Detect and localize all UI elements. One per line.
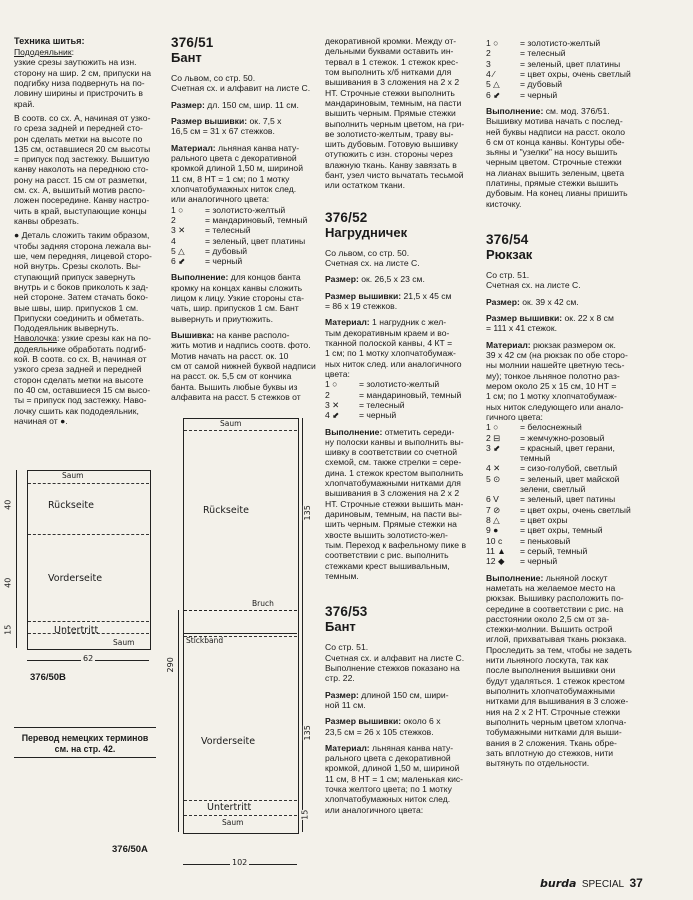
text-line: додеяльнике обработать подгиб- (14, 343, 147, 354)
legend-value: = золотисто-желтый (520, 38, 601, 48)
text-line: мером около 25 x 15 см, 10 НТ = (486, 380, 617, 391)
legend-value: = дубовый (520, 79, 563, 90)
text-line: 11 см, 8 НТ = 1 см; по 1 мотку (171, 173, 290, 184)
text-line: вышить черным. Прямые стежки (325, 108, 456, 119)
legend-value: = жемчужно-розовый (520, 432, 605, 443)
text-line: наметать на желаемое место на (486, 582, 616, 593)
legend-value: = черный (359, 410, 397, 421)
dim-40-mid: 40 (3, 577, 13, 588)
text-line: ступающий припуск завернуть (14, 271, 136, 282)
text-line: го среза задней и передней сто- (14, 123, 143, 134)
text-line: : узкие срезы как на по- (56, 333, 151, 344)
text-line: Со львом, со стр. 50. (171, 73, 256, 84)
text-line: дельными буквами оставить ин- (325, 46, 454, 57)
dim-15: 15 (3, 624, 13, 635)
column-3 (325, 36, 475, 815)
model-376-53-embroidery-size: Размер вышивки: около 6 x 23,5 см = 26 x 105 стежков. (325, 716, 441, 737)
text-line: схемой, см. также стрелки = сере- (325, 457, 462, 468)
text-line: ния на 2 x 2 НТ. Строчные стежки (486, 706, 621, 717)
legend-key: 6 V (486, 494, 499, 505)
text-line: ловину ширины и пристрочить в (14, 88, 143, 99)
legend-key: 10 c (486, 535, 503, 546)
text-line: будут удаляться. 1 стежок крестом (486, 675, 625, 686)
model-376-52-material: Материал: 1 нагрудник с жел- тым декоративным краем и во- тканной полоской канвы, 4 КТ = 1 см; по 1 мотку хлопчатобумаж- ных ниток след. или аналогичного цвета: (325, 317, 462, 379)
text-line: шивку в соответствии со счетной (325, 447, 458, 458)
text-line: см от самой нижней буквой надписи (171, 360, 316, 371)
text-line: вышивания в 3 сложения на 2 x 2 (325, 77, 460, 88)
text-line: темным. (325, 570, 359, 581)
model-376-51-execution: Выполнение: для концов банта кромку на концах канвы сложить лицом к лицу. Узкие стороны ста- чать, шир. припусков 1 см. Бант вывернуть и приутюжить. (171, 272, 305, 324)
text-line: канву наколоть на переднюю сто- (14, 164, 149, 175)
legend-key: 6 ⬋ (486, 89, 501, 100)
legend-key: 2 (486, 48, 491, 59)
text-line: Выполнение стежков показано на (325, 662, 460, 673)
model-376-52-color-legend (325, 379, 475, 420)
text-line: рон сделать метки на высоте по (14, 133, 143, 144)
model-376-54-execution: Выполнение: льняной лоскут наметать на желаемое место на рюкзак. Вышивку расположить по- середине в соответствии с рис. на расстоянии около 2,5 см от за- стежки-молнии. Вышить острой иглой, прихватывая ткань рюкзака. Проследить за тем, чтобы не задеть нити льняного лоскута, так как после выполнения вышивки они будут удаляться. 1 стежок крестом выполнить хлопчатобумажными нитками для вышивания в 3 сложе- ния на 2 x 2 НТ. Строчные стежки выполнить черным цветом хлопча- тобумажными нитками для выши- вания в 2 сложения. Ткань обре- зать вплотную до стежков, нити вытянуть по отдельности. (486, 572, 632, 769)
legend-value: = пеньковый (520, 535, 571, 546)
text-line: 6 см от конца канвы. Контуры обе- (486, 136, 625, 147)
text-line: ше, чем передняя, лицевой сторо- (14, 250, 152, 261)
text-line: 1 см; по 1 мотку хлопчатобумаж- (486, 391, 617, 402)
technique-title: Техника шитья: (14, 36, 85, 46)
text-line: или остатком ткани. (325, 180, 405, 191)
legend-key: 1 ○ (171, 204, 184, 215)
text-line: Проследить за тем, чтобы не задеть (486, 644, 632, 655)
text-line: 1 нагрудник с жел- (369, 317, 447, 328)
legend-value: = мандариновый, темный (205, 214, 308, 225)
page-number: 37 (629, 876, 643, 890)
text-line: рального цвета с декоративной (171, 153, 297, 164)
text-line: выполнить черным цветом хлопча- (486, 716, 627, 727)
legend-key: 3 ✕ (325, 399, 340, 410)
text-line: ных ниток следующего или анало- (486, 401, 624, 412)
text-line: 1 см; по 1 мотку хлопчатобумаж- (325, 348, 456, 359)
legend-value: = красный, цвет герани, (520, 442, 615, 453)
text-line: отметить середи- (382, 426, 455, 437)
diagram-a-untertritt: Untertritt (207, 802, 252, 813)
diagram-b-caption: 376/50B (30, 672, 66, 683)
model-376-54-intro (486, 270, 636, 291)
legend-key: 1 ○ (486, 38, 499, 48)
legend-value: = мандариновый, темный (359, 389, 462, 400)
legend-key: 2 (325, 389, 330, 400)
text-line: длиной 150 см, шири- (358, 689, 449, 700)
legend-value: = телесный (520, 48, 566, 59)
legend-value: = золотисто-желтый (205, 204, 286, 215)
text-line: рального цвета с декоративной (325, 753, 451, 764)
model-376-52-embroidery-size: Размер вышивки: 21,5 x 45 см = 86 x 19 стежков. (325, 290, 452, 312)
legend-value: = зеленый, цвет патины (520, 494, 616, 505)
text-line: тым декоративным краем и во- (325, 327, 450, 338)
model-376-52-size: Размер: ок. 26,5 x 23 см. (325, 274, 425, 285)
text-line: том выполнить х/б нитками для (325, 66, 452, 77)
diagram-b-saum-top: Saum (62, 471, 84, 480)
text-line: ну полоски канвы и выполнить вы- (325, 436, 464, 447)
text-line: Вышивку мотива начать с послед- (486, 116, 623, 127)
duvet-text (14, 57, 164, 109)
text-line: середине в соответствии с рис. на (486, 603, 624, 614)
dim-40-top: 40 (3, 499, 13, 510)
text-line: внутрь и с боков приколоть к зад- (14, 281, 149, 292)
text-line: хвосте вышить золотисто-жел- (325, 529, 448, 540)
text-line: 16,5 см = 31 x 67 стежков. (171, 126, 275, 137)
text-line: или аналогичного цвета: (325, 804, 424, 815)
text-line: 39 x 42 см (на рюкзак по обе сторо- (486, 350, 628, 361)
text-line: см. сх. А, вышитый мотив распо- (14, 185, 145, 196)
legend-value: = телесный (205, 225, 251, 236)
text-line: Припуски соединить и обметать. (14, 312, 145, 323)
diagram-a-vorderseite: Vorderseite (201, 736, 256, 747)
legend-key: 9 ● (486, 525, 499, 536)
text-line: Мотив начать на расст. ок. 10 (171, 350, 289, 361)
translation-note (14, 733, 156, 754)
model-376-54-material: Материал: рюкзак размером ок. 39 x 42 см (на рюкзак по обе сторо- ны молнии нашейте цветную тесь- му); тонкое льняное полотно раз- мером около 25 x 15 см, 10 НТ = 1 см; по 1 мотку хлопчатобумаж- ных ниток следующего или анало- гичного цвета: (486, 339, 628, 422)
text-line: Со стр. 51. (325, 642, 369, 653)
model-376-54-size: Размер: ок. 39 x 42 см. (486, 296, 579, 307)
legend-value: = белоснежный (520, 422, 582, 433)
text-line: му); тонкое льняное полотно раз- (486, 370, 620, 381)
text-line: рюкзак. Вышивку расположить по- (486, 593, 624, 604)
dim-102: 102 (232, 858, 248, 867)
text-line: ок. 22 x 8 см (562, 313, 614, 324)
text-line: стежками крест вышивальным, (325, 560, 450, 571)
text-line: тервал в 1 стежок. 1 стежок крес- (325, 56, 459, 67)
model-376-53-execution: Выполнение: см. мод. 376/51. Вышивку мотива начать с послед- ней буквы надписи на расст. около 6 см от конца канвы. Контуры обе- зьяны и "узелки" на носу вышить черным цветом. Строчные стежки на лианах вышить зеленым, цвета платины, прямые стежки вышить дубовым. На конец лианы пришить кисточку. (486, 105, 628, 209)
dim-135-bottom: 135 (302, 725, 312, 741)
model-376-53-name: Бант (325, 619, 356, 635)
text-line: дубовым. На конец лианы пришить (486, 188, 628, 199)
legend-key: 3 ✕ (171, 225, 186, 236)
text-line: см. мод. 376/51. (543, 105, 610, 116)
model-376-52-number: 376/52 (325, 209, 368, 225)
text-line: = 86 x 19 стежков. (325, 301, 398, 312)
text-line: зьяны и "узелки" на носу вышить (486, 147, 618, 158)
text-line: банта. Вышить любые буквы из (171, 381, 298, 392)
column-1 (14, 36, 164, 426)
text-line: = 111 x 41 стежок. (486, 323, 557, 334)
text-line: расстоянии около 2,5 см от за- (486, 613, 610, 624)
text-line: шить дубовым. Готовую вышивку (325, 139, 458, 150)
text-line: алфавита на расст. 5 стежков от (171, 391, 301, 402)
text-line: Со стр. 51. (486, 270, 530, 281)
legend-key: 6 ⬋ (171, 256, 186, 267)
text-line: Счетная сх. на листе С. (325, 258, 420, 269)
model-376-54-color-legend (486, 422, 636, 566)
text-line: точка желтого цвета; по 1 мотку (325, 784, 452, 795)
legend-value: = золотисто-желтый (359, 379, 440, 390)
text-line: Пододеяльник вывернуть. (14, 323, 119, 334)
text-line: или аналогичного цвета: (171, 194, 270, 205)
model-376-52-intro (325, 248, 475, 269)
legend-value: = серый, темный (520, 545, 588, 556)
diagram-b-saum-bottom: Saum (113, 638, 135, 647)
text-line: лочку сшить как пододеяльник, (14, 405, 139, 416)
legend-value: = черный (520, 89, 558, 100)
text-line: мандариновым, темным, на пасти (325, 97, 462, 108)
text-line: выполнить черным цветом, на гри- (325, 118, 465, 129)
legend-value: = зеленый, цвет платины (205, 235, 306, 246)
text-line: по 40 см, оставшиеся 15 см высо- (14, 385, 151, 396)
legend-key: 3 ⬋ (486, 442, 501, 453)
legend-value: = цвет охры (520, 515, 568, 526)
diagram-a-ruckseite: Rückseite (203, 505, 249, 516)
text-line: чать, шир. припусков 1 см. Бант (171, 303, 299, 314)
diagram-b-untertritt: Untertritt (54, 625, 99, 636)
legend-value: = цвет охры, очень светлый (520, 68, 631, 79)
text-line: сторону на шир. 2 см, припуски на (14, 67, 152, 78)
diagram-a-outline (183, 418, 299, 834)
text-line: около 6 x (401, 716, 441, 727)
text-line: хлопчатобумажными нитками для (325, 478, 461, 489)
model-376-51-embroidery: Вышивка: на канве располо- жить мотив и надпись соотв. фото. Мотив начать на расст. ок. 10 см от самой нижней буквой надписи на расст. ок. 5,5 см от кончика банта. Вышить любые буквы из алфавита на расст. 5 стежков от (171, 330, 316, 402)
text-line: черным цветом. Строчные стежки (486, 157, 622, 168)
diagram-a-saum-top: Saum (220, 419, 242, 428)
text-line: тканной полоской канвы, 4 КТ = (325, 338, 453, 349)
model-376-53-size: Размер: длиной 150 см, шири- ной 11 см. (325, 689, 449, 710)
legend-key: 8 △ (486, 515, 500, 526)
diagram-b-ruckseite: Rückseite (48, 500, 94, 511)
text-line: для концов банта (228, 272, 301, 283)
text-line: 135 см, оставшиеся 20 см высоты (14, 143, 151, 154)
text-line: ве золотисто-желтым, траву вы- (325, 128, 454, 139)
model-376-53-color-legend (486, 38, 636, 100)
text-line: выполнить хлопчатобумажными (486, 686, 615, 697)
text-line: соответствии с рис. выполнить (325, 550, 449, 561)
text-line: зать вплотную до стежков, нити (486, 747, 614, 758)
legend-key (486, 453, 520, 463)
text-line: НТ. Строчные стежки выполнить (325, 87, 455, 98)
text-line: ных ниток след. или аналогичного (325, 358, 462, 369)
model-376-52-name: Нагрудничек (325, 224, 408, 240)
legend-key: 5 ⊙ (486, 473, 501, 484)
dim-15-a: 15 (300, 809, 310, 820)
model-376-51-number: 376/51 (171, 35, 214, 50)
legend-key: 4 ⁄ (486, 68, 495, 79)
model-376-53-material: Материал: льняная канва нату- рального цвета с декоративной кромкой, длиной 1,50 м, шириной 11 см, 8 НТ = 1 см; маленькая кис- точка желтого цвета; по 1 мотку хлопчатобумажных ниток след. или аналогичного цвета: (325, 742, 464, 815)
text-line: ны молнии нашейте цветную тесь- (486, 360, 625, 371)
duvet-label: Пододеяльник: (14, 47, 75, 58)
model-376-51-intro (171, 73, 319, 94)
legend-value: = сизо-голубой, светлый (520, 463, 618, 474)
legend-key: 12 ◆ (486, 556, 505, 567)
text-line: узкие срезы заутюжить на изн. (14, 57, 137, 68)
text-line: В соотв. со сх. А, начиная от узко- (14, 112, 151, 123)
diagram-a-saum-bottom: Saum (222, 818, 244, 827)
text-line: см. на стр. 42. (54, 743, 116, 754)
text-line: стежки-молнии. Вышить острой (486, 624, 613, 635)
model-376-53-intro (325, 642, 475, 683)
diagram-b-vorderseite: Vorderseite (48, 573, 103, 584)
text-line: на лианах вышить зеленым, цвета (486, 167, 625, 178)
text-line: ты = припуск под застежку. Наво- (14, 395, 147, 406)
dim-290: 290 (165, 657, 175, 673)
text-line: ной 11 см. (325, 699, 366, 710)
legend-key (486, 484, 520, 494)
text-line: вые швы, шир. припусков 1 см. (14, 302, 139, 313)
text-line: дариновым, темным, на пасти вы- (325, 509, 462, 520)
text-line: влажную ткань. Канву завязать в (325, 159, 457, 170)
text-line: на расст. ок. 5,5 см от кончика (171, 371, 292, 382)
brand-logo: burda (540, 877, 577, 890)
legend-key: 5 △ (171, 245, 185, 256)
text-line: узкого среза задней и передней (14, 364, 142, 375)
text-line: рону на расст. 15 см от разметки, (14, 174, 147, 185)
legend-value: = дубовый (205, 245, 248, 256)
text-line: рюкзак размером ок. (530, 339, 616, 350)
diagram-a-bruch: Bruch (252, 599, 274, 608)
dim-135-top: 135 (302, 505, 312, 521)
model-376-54-name: Рюкзак (486, 246, 533, 262)
text-line: отутюжить с изн. стороны через (325, 149, 453, 160)
text-line: начиная от ●. (14, 415, 68, 426)
text-line: чить в край, выступающие концы (14, 205, 147, 216)
legend-value: = черный (520, 556, 558, 567)
text-line: льняная канва нату- (215, 142, 300, 153)
legend-value: = цвет охры, очень светлый (520, 504, 631, 515)
dim-62: 62 (83, 654, 94, 663)
text-line: кой. В соотв. со сх. В, начиная от (14, 354, 147, 365)
text-line: льняной лоскут (543, 572, 608, 583)
text-line: край. (14, 98, 35, 109)
text-line: ложен посередине. Канву настро- (14, 195, 150, 206)
text-line: вывернуть и приутюжить. (171, 313, 273, 324)
text-line: хлопчатобумажных ниток след. (171, 183, 297, 194)
text-line: кромкой, длиной 1,50 м, шириной (325, 763, 460, 774)
text-line: декоративной кромки. Между от- (325, 36, 457, 46)
text-line: жить мотив и надпись соотв. фото. (171, 340, 311, 351)
text-line: ок. 7,5 x (247, 116, 282, 127)
text-line: сторон сделать метки на высоте (14, 374, 144, 385)
text-line: Со львом, со стр. 50. (325, 247, 410, 258)
text-line: стр. 22. (325, 673, 355, 684)
legend-key: 1 ○ (486, 422, 499, 433)
duvet-assembly-text (14, 230, 164, 333)
model-376-51-color-legend (171, 205, 319, 267)
column-2 (171, 36, 319, 408)
pillowcase-text: Наволочка: узкие срезы как на по- додеяльнике обработать подгиб- кой. В соотв. со сх. В, начиная от узкого среза задней и передней сторон сделать метки на высоте по 40 см, оставшиеся 15 см высо- ты = припуск под застежку. Наво- лочку сшить как пододеяльник, начиная от ●. (14, 333, 151, 426)
text-line: Счетная сх. на листе С. (486, 280, 581, 291)
text-line: ней стороне. Затем стачать боко- (14, 292, 148, 303)
legend-key: 2 ⊟ (486, 432, 501, 443)
text-line: нитками для вышивания в 3 сложе- (486, 696, 629, 707)
legend-key: 1 ○ (325, 379, 338, 390)
legend-value: зелени, светлый (520, 484, 586, 495)
model-376-51-size: Размер: дл. 150 см, шир. 11 см. (171, 99, 299, 110)
text-line: иглой, прихватывая ткань рюкзака. (486, 634, 627, 645)
text-line: бант, узел чисто вычатать тесьмой (325, 170, 464, 181)
text-line: льняная канва нату- (369, 742, 454, 753)
text-line: кромку на концах канвы сложить (171, 282, 303, 293)
text-line: 11 см, 8 НТ = 1 см; маленькая кис- (325, 773, 464, 784)
text-line: ной внутрь. Срезы сколоть. Вы- (14, 261, 141, 272)
text-line: 23,5 см = 26 x 105 стежков. (325, 726, 434, 737)
model-376-51-continued (325, 36, 475, 191)
model-376-51-name: Бант (171, 49, 202, 65)
legend-value: = телесный (359, 399, 405, 410)
legend-key: 4 ✕ (486, 463, 501, 474)
legend-value: = цвет охры, темный (520, 525, 603, 536)
text-line: вышивания в 3 сложения на 2 x 2 (325, 488, 460, 499)
text-line: цвета: (325, 368, 350, 379)
legend-value: = зеленый, цвет майской (520, 473, 620, 484)
text-line: ней буквы надписи на расст. около (486, 126, 626, 137)
diagram-a-caption: 376/50A (112, 844, 148, 855)
model-376-51-embroidery-size: Размер вышивки: ок. 7,5 x 16,5 см = 31 x 67 стежков. (171, 116, 282, 137)
text-line: лицом к лицу. Узкие стороны ста- (171, 293, 305, 304)
legend-key: 4 ⬋ (325, 410, 340, 421)
text-line: кисточку. (486, 198, 522, 209)
duvet-marks-text (14, 113, 164, 226)
text-line: = припуск под застежку. Вышитую (14, 154, 150, 165)
column-4 (486, 38, 636, 775)
text-line: вания в 2 сложения. Ткань обре- (486, 737, 617, 748)
text-line: 21,5 x 45 см (401, 290, 452, 301)
text-line: Перевод немецких терминов (21, 733, 149, 743)
diagram-b-outline (27, 470, 151, 650)
text-line: после выполнения вышивки они (486, 665, 616, 676)
legend-key: 11 ▲ (486, 545, 506, 556)
text-line: хлопчатобумажных ниток след. (325, 794, 451, 805)
text-line: ● Деталь сложить таким образом, (14, 230, 150, 241)
model-376-51-material: Материал: льняная канва нату- рального цвета с декоративной кромкой длиной 1,50 м, шириной 11 см, 8 НТ = 1 см; по 1 мотку хлопчатобумажных ниток след. или аналогичного цвета: (171, 142, 303, 205)
diagram-a-stickband: Stickband (186, 636, 224, 645)
text-line: подгибку низа подвернуть на по- (14, 77, 145, 88)
text-line: канвы обрезать. (14, 216, 80, 227)
text-line: чтобы задняя сторона лежала вы- (14, 240, 152, 251)
text-line: дина. 1 стежок крестом выполнить (325, 467, 464, 478)
text-line: на канве располо- (214, 330, 290, 341)
legend-value: темный (520, 453, 551, 464)
text-line: Счетная сх. и алфавит на листе С. (325, 652, 465, 663)
legend-value: = зеленый, цвет платины (520, 58, 621, 69)
text-line: Счетная сх. и алфавит на листе С. (171, 83, 311, 94)
model-376-52-execution: Выполнение: отметить середи- ну полоски канвы и выполнить вы- шивку в соответствии со счетной схемой, см. также стрелки = сере- дина. 1 стежок крестом выполнить хлопчатобумажными нитками для вышивания в 3 сложения на 2 x 2 НТ. Строчные стежки вышить ман- дариновым, темным, на пасти вы- шить черным. Прямые стежки на хвосте вышить золотисто-жел- тым. Переход к вафельному пике в соответствии с рис. выполнить стежками крест вышивальным, темным. (325, 426, 467, 581)
legend-key: 4 (171, 235, 176, 246)
model-376-53-number: 376/53 (325, 604, 368, 620)
legend-key: 3 (486, 58, 491, 69)
legend-value: = черный (205, 256, 243, 267)
footer-special: SPECIAL (581, 879, 625, 890)
footer (540, 876, 643, 891)
legend-key: 2 (171, 214, 176, 225)
text-line: тобумажными нитками для выши- (486, 727, 622, 738)
text-line: платины, прямые стежки вышить (486, 178, 619, 189)
text-line: вытянуть по отдельности. (486, 758, 590, 769)
text-line: кромкой длиной 1,50 м, шириной (171, 163, 303, 174)
text-line: шить черным. Прямые стежки на (325, 519, 457, 530)
text-line: нити льняного лоскута, так как (486, 655, 609, 666)
text-line: НТ. Строчные стежки вышить ман- (325, 498, 464, 509)
legend-key: 5 △ (486, 79, 500, 90)
model-376-54-number: 376/54 (486, 232, 529, 247)
text-line: тым. Переход к вафельному пике в (325, 539, 467, 550)
model-376-54-embroidery-size: Размер вышивки: ок. 22 x 8 см = 111 x 41 стежок. (486, 313, 614, 334)
legend-key: 7 ⊘ (486, 504, 501, 515)
text-line: гичного цвета: (486, 411, 543, 422)
